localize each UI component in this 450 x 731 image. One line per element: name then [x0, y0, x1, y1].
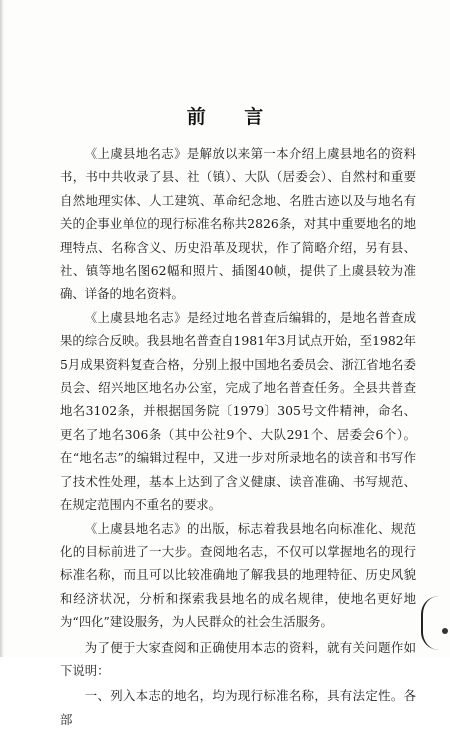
preface-body — [60, 142, 416, 731]
paragraph-note-one: 一、列入本志的地名，均为现行标准名称，具有法定性。各部 — [60, 688, 416, 727]
paragraph-intro-book: 《上虞县地名志》是解放以来第一本介绍上虞县地名的资料书，书中共收录了县、社（镇）、大队（居委会）、自然村和重要自然地理实体、人工建筑、革命纪念地、名胜古迹以及与地名有关的企事业单位的现行标准名称共2826条，对其中重要地名的地理特点、名称含义、历史沿革及现状，作了简略介绍，另有县、社、镇等地名图62幅和照片、插图40帧，提供了上虞县较为准确、详备的地名资料。 — [60, 146, 416, 302]
page-title: 前 言 — [186, 106, 280, 128]
paragraph-publication: 《上虞县地名志》的出版，标志着我县地名向标准化、规范化的目标前进了一大步。查阅地名志，不仅可以掌握地名的现行标准名称，而且可以比较准确地了解我县的地理特征、历史风貌和经济状况，分析和探索我县地名的成名规律，使地名更好地为“四化”建设服务，为人民群众的社会生活服务。 — [60, 520, 416, 630]
scan-edge-shadow — [0, 0, 4, 657]
paragraph-notes-intro: 为了便于大家查阅和正确使用本志的资料，就有关问题作如下说明： — [60, 639, 416, 678]
bracket-mark — [421, 596, 441, 650]
paragraph-survey: 《上虞县地名志》是经过地名普查后编辑的，是地名普查成果的综合反映。我县地名普查自1981年3月试点开始，至1982年5月成果资料复查合格，分别上报中国地名委员会、浙江省地名委员会、绍兴地区地名办公室，完成了地名普查任务。全县共普查地名3102条，并根据国务院〔1979〕305号文件精神，命名、更名了地名306条（其中公社9个、大队291个、居委会6个）。在“地名志”的编辑过程中，又进一步对所录地名的读音和书写作了技术性处理，基本上达到了含义健康、读音准确、书写规范、在规定范围内不重名的要求。 — [60, 309, 416, 513]
scan-dot-mark — [442, 628, 448, 634]
